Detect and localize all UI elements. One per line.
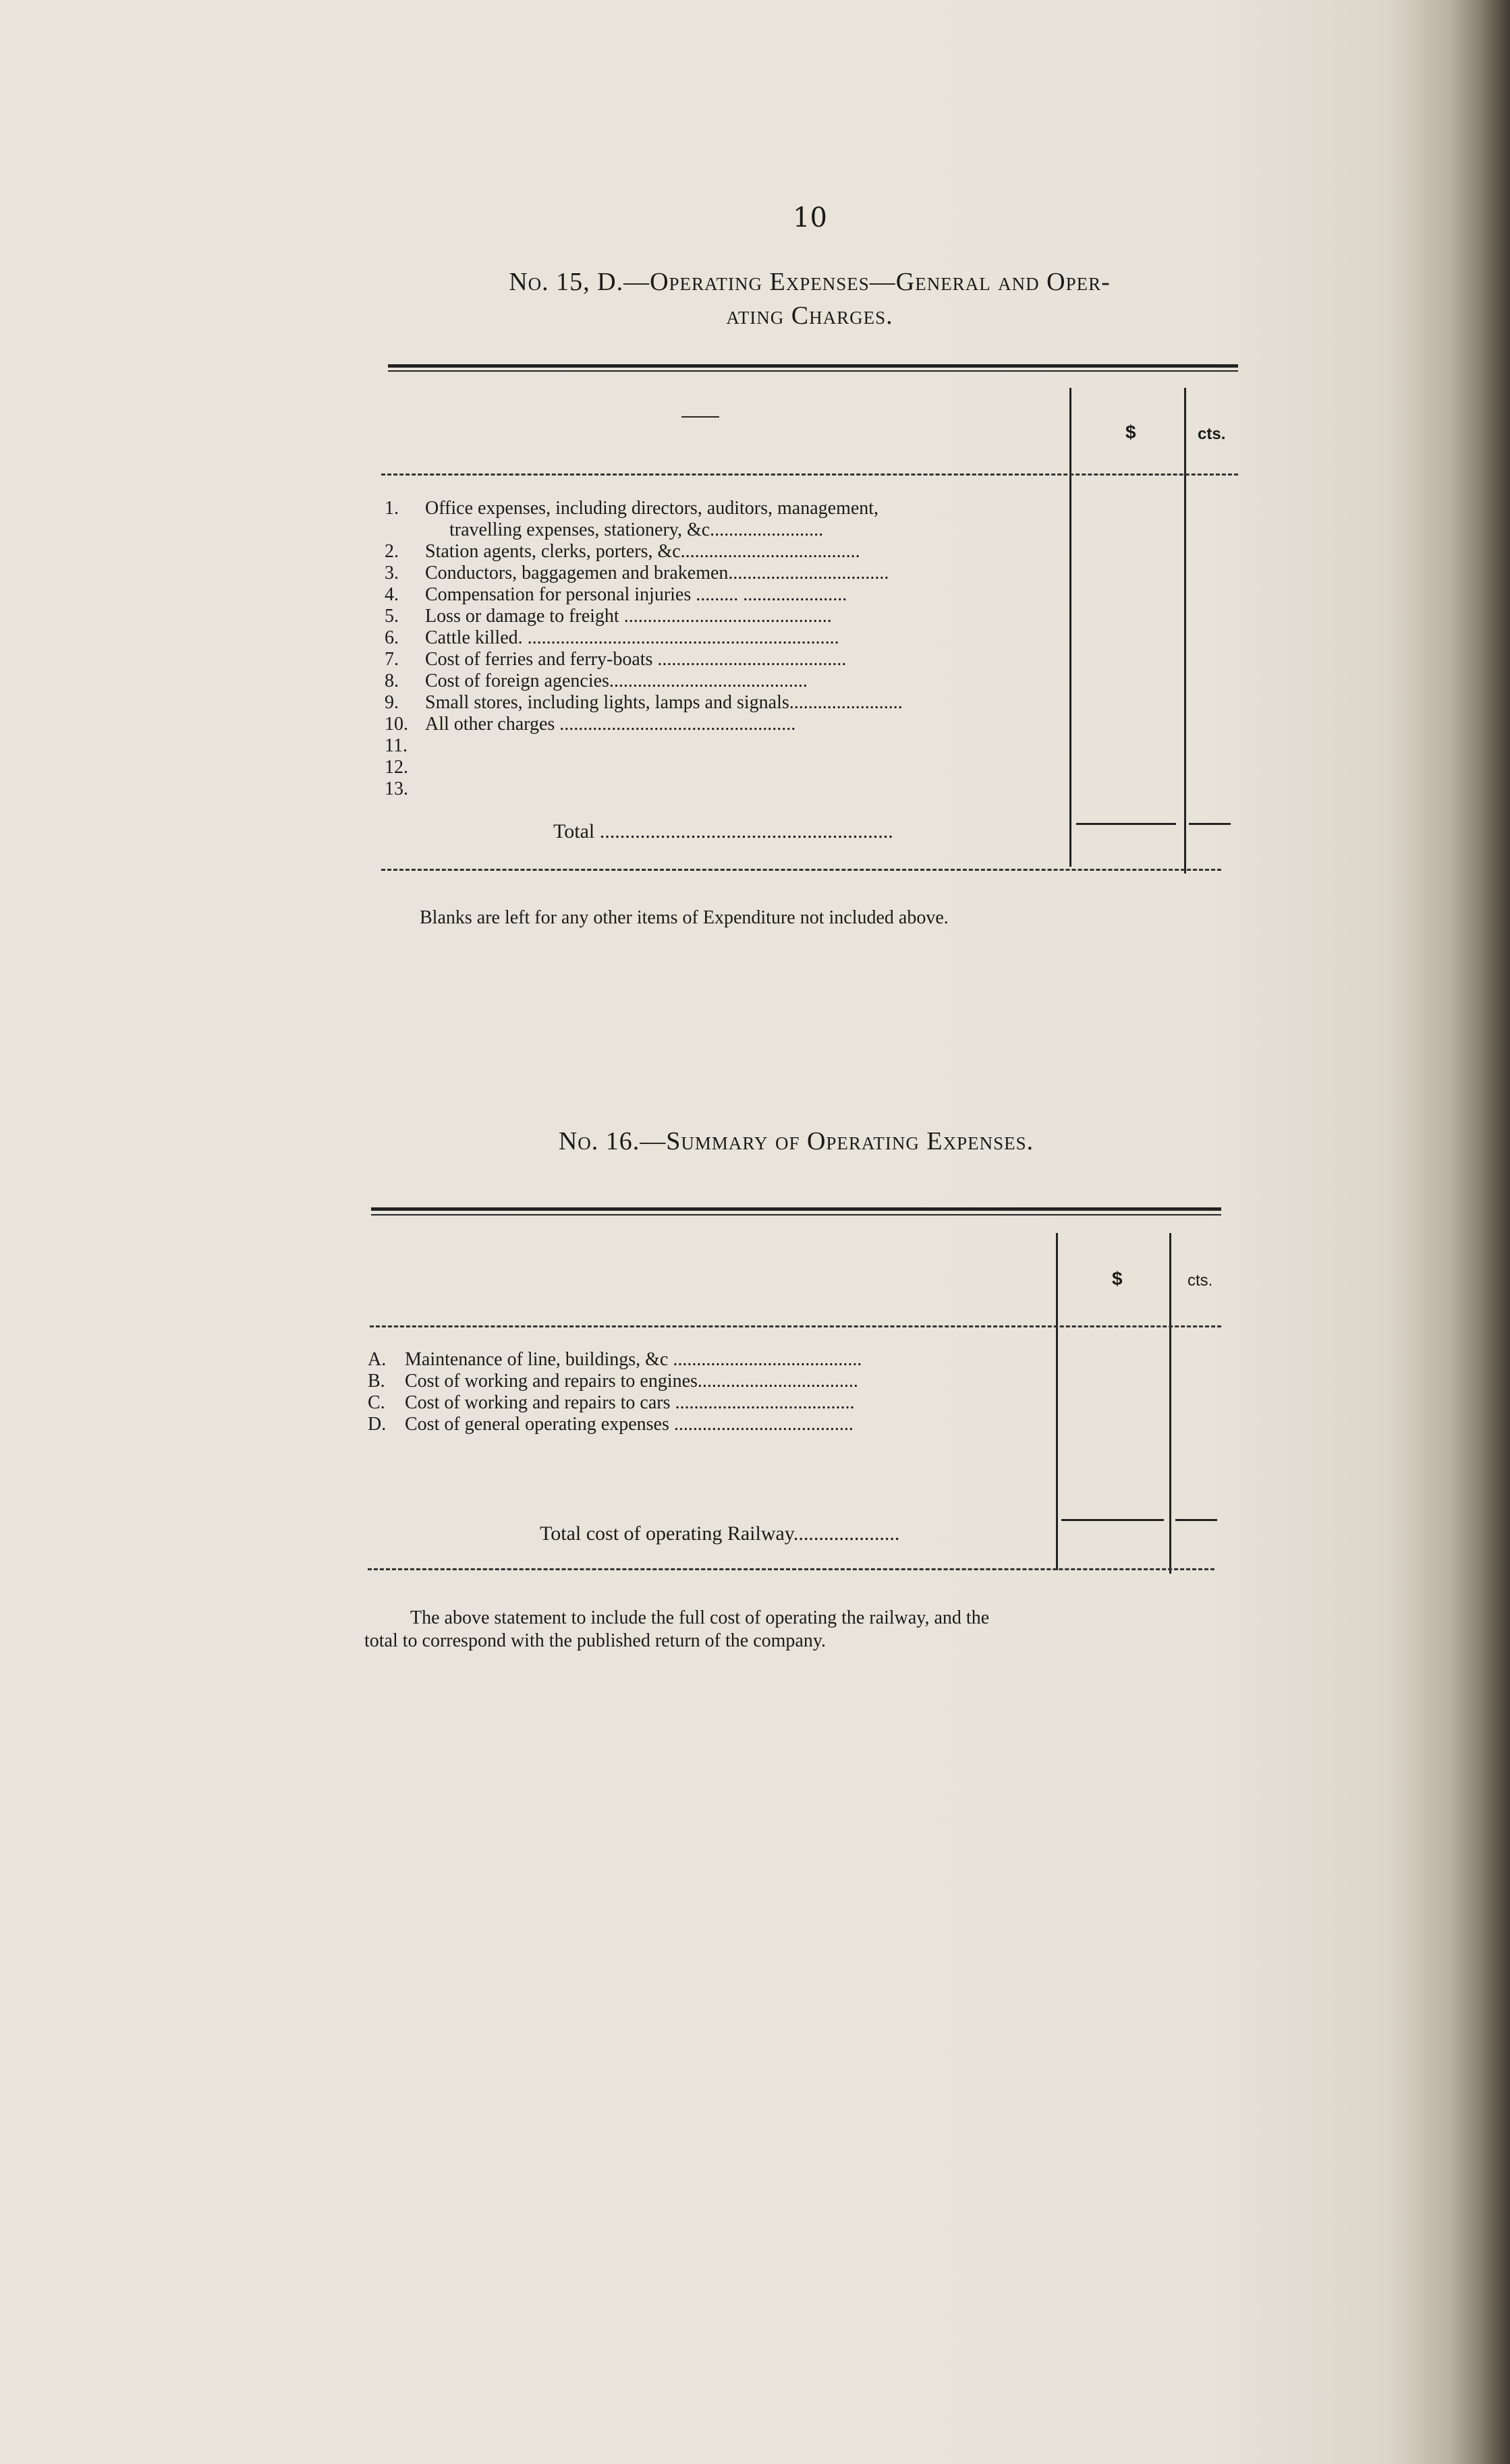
table16-total-rule-cents bbox=[1175, 1519, 1217, 1521]
table16-total-rule-dollars bbox=[1061, 1519, 1164, 1521]
table15-total-rule-dollars bbox=[1076, 823, 1176, 825]
table15-row bbox=[385, 541, 860, 563]
row-label: Office expenses, including directors, auditors, management, bbox=[425, 498, 879, 519]
table15-row bbox=[385, 714, 795, 735]
row-label: Small stores, including lights, lamps and signals........................ bbox=[425, 692, 903, 713]
row-label: travelling expenses, stationery, &c........................ bbox=[449, 519, 824, 540]
row-label: Loss or damage to freight ............................................ bbox=[425, 606, 832, 627]
table16-top-rule bbox=[371, 1207, 1221, 1211]
row-label: Conductors, baggagemen and brakemen.................................. bbox=[425, 563, 889, 583]
table16-col-cents: cts. bbox=[1187, 1271, 1213, 1290]
table15-row bbox=[385, 670, 808, 692]
row-number: 13. bbox=[385, 778, 408, 799]
row-label: Cattle killed. .................................................................. bbox=[425, 627, 839, 648]
table15-top-rule bbox=[388, 364, 1238, 368]
row-label: Station agents, clerks, porters, &c...................................... bbox=[425, 541, 860, 562]
table16-top-rule-thin bbox=[371, 1214, 1221, 1215]
table16-header-rule bbox=[370, 1325, 1221, 1327]
table15-header-blank: —— bbox=[681, 405, 719, 426]
table16-row bbox=[368, 1392, 854, 1414]
row-letter: B. bbox=[368, 1371, 385, 1392]
row-number: 1. bbox=[385, 498, 399, 519]
table15-row bbox=[385, 735, 425, 757]
row-label: Cost of working and repairs to cars ...................................... bbox=[405, 1392, 855, 1413]
table15-col-divider-1 bbox=[1069, 388, 1071, 867]
table15-note: Blanks are left for any other items of Expenditure not included above. bbox=[420, 907, 949, 928]
row-label: Compensation for personal injuries ......... ...................... bbox=[425, 584, 847, 605]
table16-note bbox=[364, 1607, 989, 1653]
table15-title bbox=[378, 265, 1241, 333]
table16-bottom-rule bbox=[368, 1568, 1214, 1570]
table15-col-dollars: $ bbox=[1125, 422, 1136, 442]
table15-header-rule bbox=[381, 474, 1238, 476]
table15-total-rule-cents bbox=[1189, 823, 1231, 825]
table15-title-line1: No. 15, D.—Operating Expenses—General and Oper- bbox=[509, 268, 1111, 296]
row-number: 6. bbox=[385, 627, 399, 648]
row-letter: A. bbox=[368, 1349, 387, 1370]
row-label: Cost of ferries and ferry-boats ........................................ bbox=[425, 649, 847, 670]
table15-row bbox=[385, 627, 839, 649]
table15-row bbox=[385, 692, 903, 714]
table15-row bbox=[425, 519, 823, 541]
row-label: Maintenance of line, buildings, &c ........................................ bbox=[405, 1349, 862, 1370]
row-number: 8. bbox=[385, 670, 399, 691]
row-number: 11. bbox=[385, 735, 408, 756]
table16-row bbox=[368, 1371, 858, 1392]
row-letter: C. bbox=[368, 1392, 385, 1413]
page-number: 10 bbox=[793, 202, 827, 233]
table16-total-label: Total cost of operating Railway..................... bbox=[540, 1522, 900, 1545]
row-number: 3. bbox=[385, 563, 399, 583]
table15-title-line2: ating Charges. bbox=[726, 302, 893, 330]
table16-row bbox=[368, 1414, 854, 1435]
table15-row bbox=[385, 778, 425, 800]
table16-col-divider-1 bbox=[1056, 1233, 1058, 1570]
row-number: 5. bbox=[385, 606, 399, 627]
row-number: 10. bbox=[385, 714, 408, 735]
row-letter: D. bbox=[368, 1414, 387, 1435]
table16-col-divider-2 bbox=[1169, 1233, 1171, 1574]
table16-row bbox=[368, 1349, 862, 1371]
table16-title: No. 16.—Summary of Operating Expenses. bbox=[558, 1127, 1034, 1155]
table15-row bbox=[385, 649, 846, 670]
table16-note-line2: total to correspond with the published return of the company. bbox=[364, 1630, 827, 1651]
row-number: 7. bbox=[385, 649, 399, 670]
table15-row bbox=[385, 563, 889, 584]
table15-col-divider-2 bbox=[1184, 388, 1186, 873]
row-number: 2. bbox=[385, 541, 399, 562]
table16-note-line1: The above statement to include the full cost of operating the railway, and the bbox=[410, 1607, 990, 1628]
row-label: Cost of working and repairs to engines.................................. bbox=[405, 1371, 858, 1392]
table15-top-rule-thin bbox=[388, 370, 1238, 372]
row-label: Cost of foreign agencies.......................................... bbox=[425, 670, 808, 691]
table15-row bbox=[385, 606, 832, 627]
row-label: Cost of general operating expenses ...................................... bbox=[405, 1414, 854, 1435]
table16-col-dollars: $ bbox=[1112, 1268, 1123, 1289]
row-number: 4. bbox=[385, 584, 399, 605]
row-number: 12. bbox=[385, 757, 408, 778]
table15-col-cents: cts. bbox=[1198, 425, 1226, 443]
table15-total-label: Total .......................................................... bbox=[553, 820, 893, 842]
table15-row bbox=[385, 498, 878, 519]
table15-row bbox=[385, 757, 425, 778]
row-label: All other charges .................................................. bbox=[425, 714, 796, 735]
table15-row bbox=[385, 584, 847, 606]
row-number: 9. bbox=[385, 692, 399, 713]
table15-bottom-rule bbox=[381, 869, 1221, 871]
